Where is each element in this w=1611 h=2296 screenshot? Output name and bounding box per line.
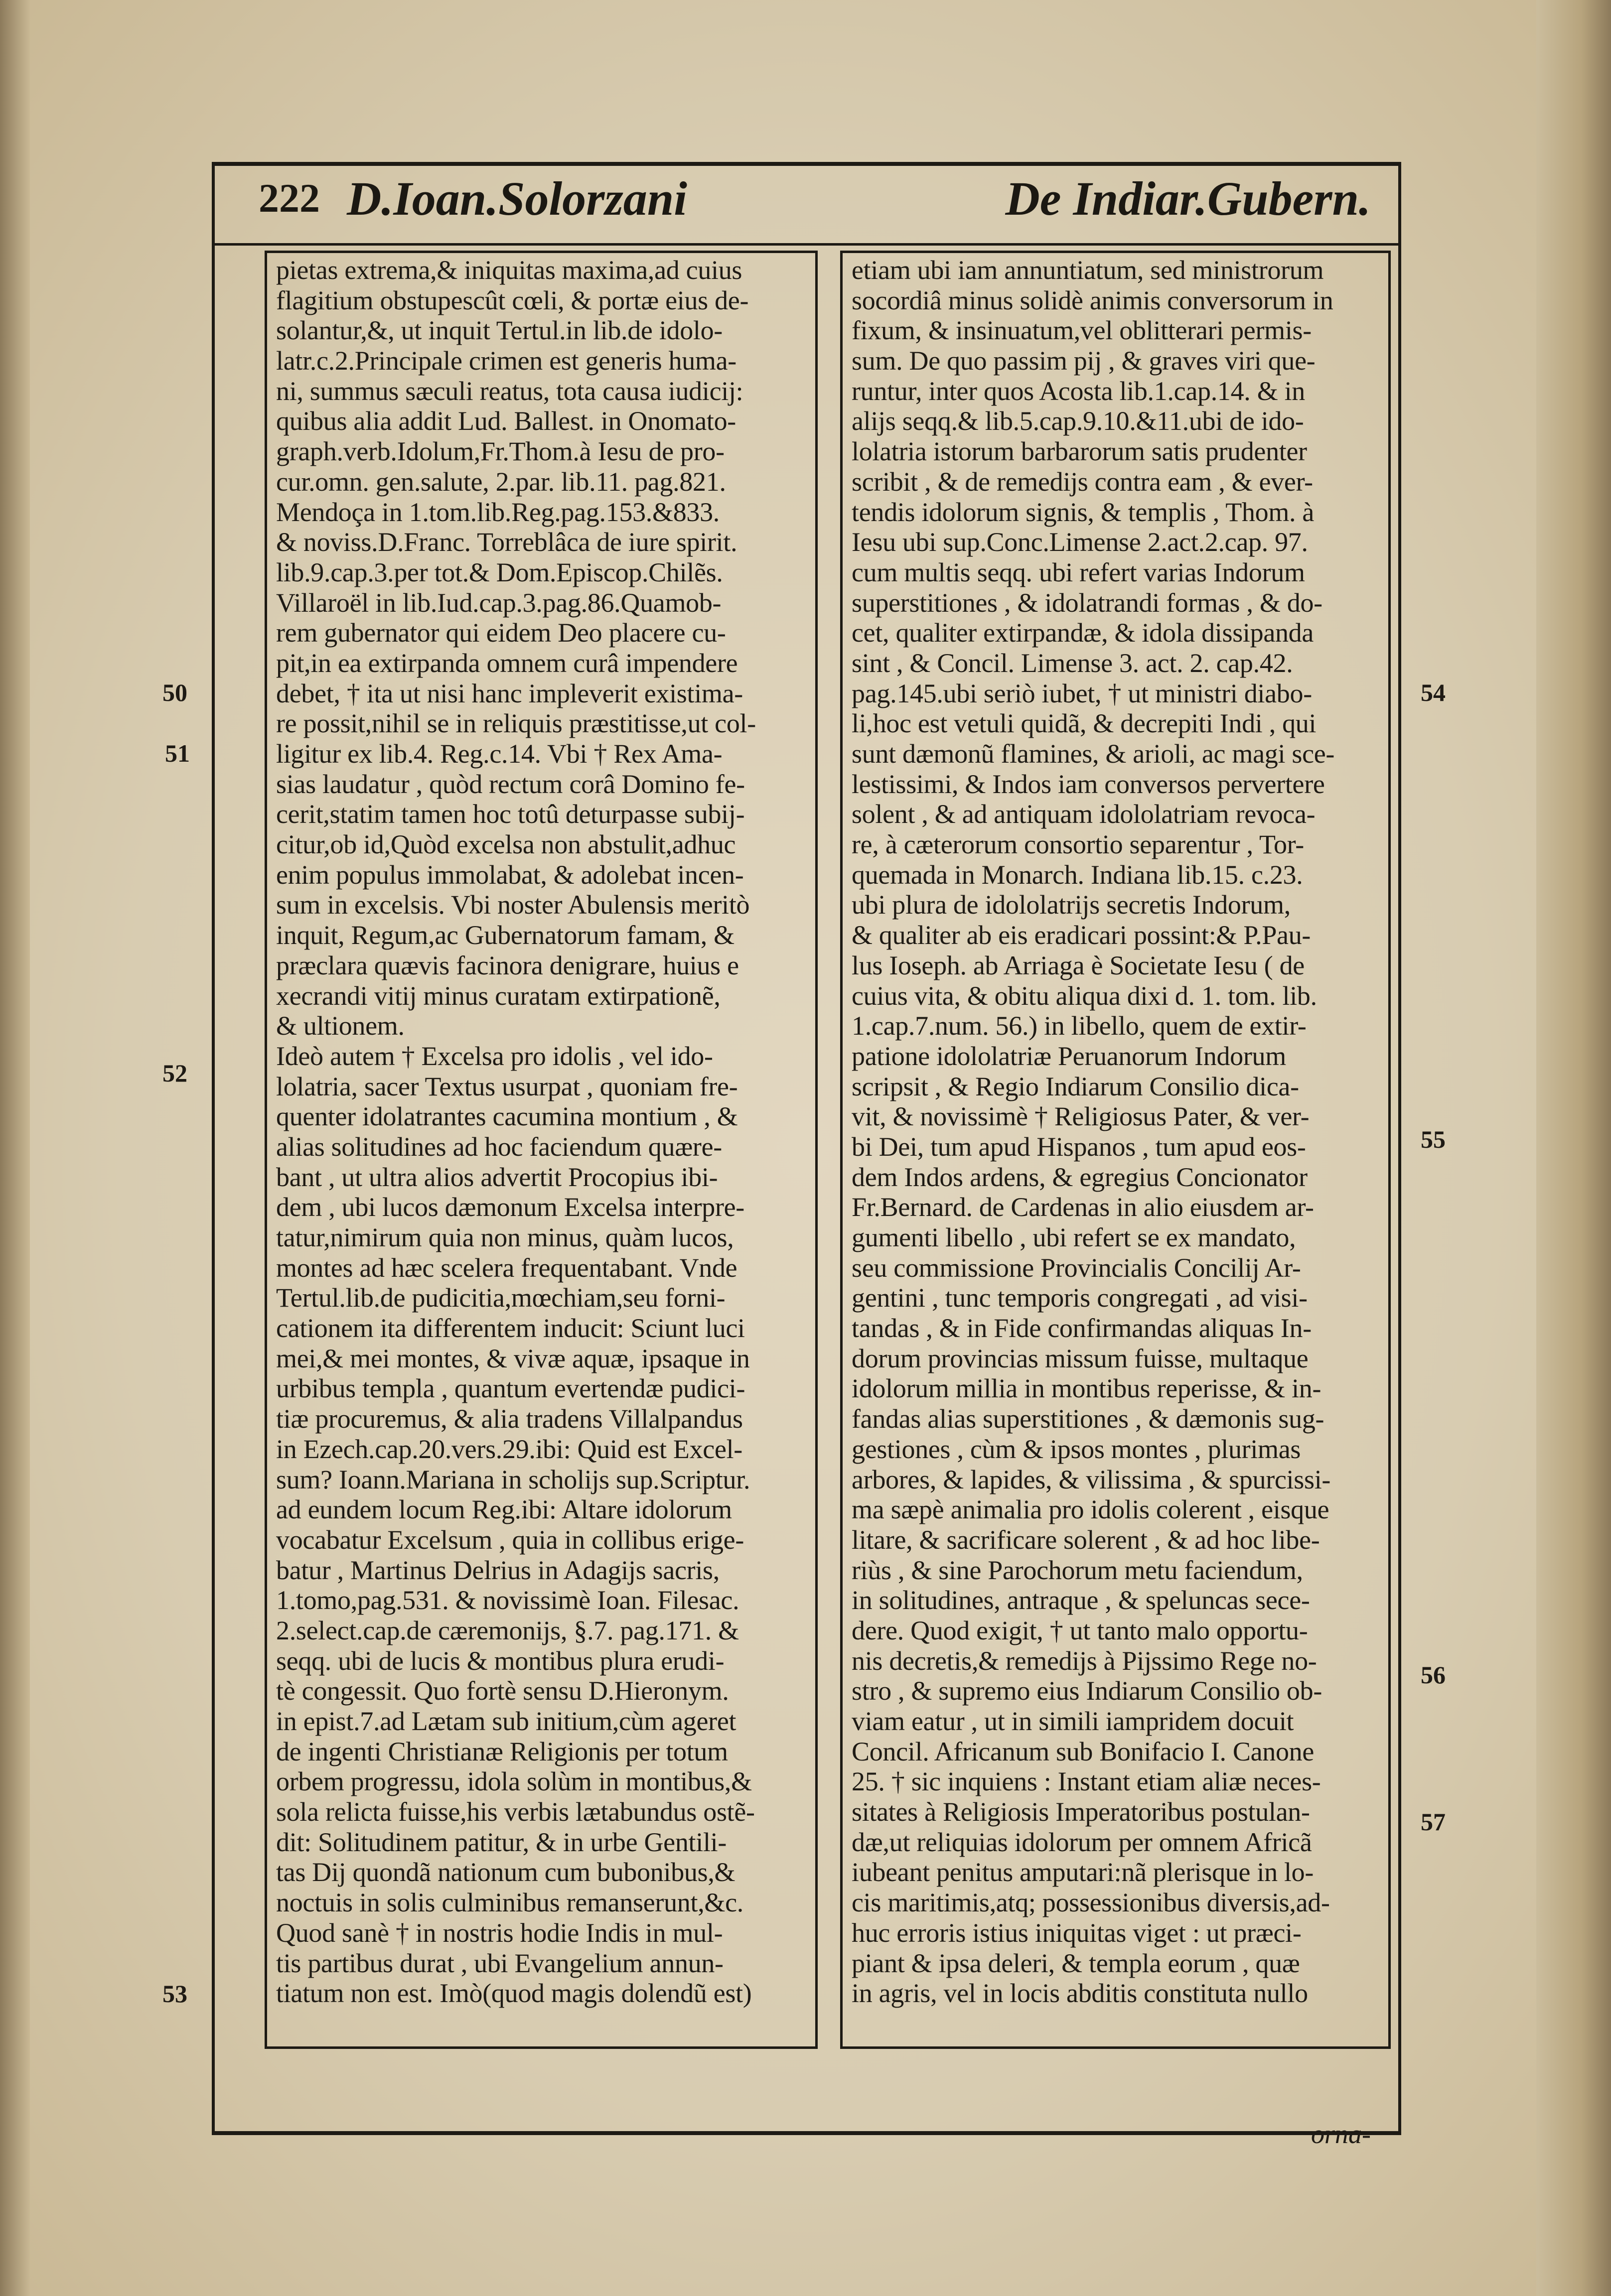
text-line: & qualiter ab eis eradicari possint:& P.Pau-	[852, 920, 1311, 950]
text-line: viam eatur , ut in simili iampridem docuit	[852, 1706, 1294, 1736]
text-line: pit,in ea extirpanda omnem curâ impendere	[276, 648, 738, 678]
text-line: piant & ipsa deleri, & templa eorum , quæ	[852, 1948, 1300, 1978]
text-line: alijs seqq.& lib.5.cap.9.10.&11.ubi de ido-	[852, 406, 1304, 436]
text-line: 1.tomo,pag.531. & novissimè Ioan. Filesac.	[276, 1585, 739, 1616]
text-line: cis maritimis,atq; possessionibus diversis,ad-	[852, 1888, 1330, 1918]
text-line: lestissimi, & Indos iam conversos pervertere	[852, 769, 1325, 799]
text-line: litare, & sacrificare solerent , & ad hoc libe-	[852, 1524, 1320, 1555]
text-line: alias solitudines ad hoc faciendum quære-	[276, 1131, 722, 1162]
text-line: sunt dæmonũ flamines, & arioli, ac magi sce-	[852, 739, 1335, 769]
text-line: urbibus templa , quantum evertendæ pudici-	[276, 1373, 745, 1404]
text-line: 25. † sic inquiens : Instant etiam aliæ neces-	[852, 1766, 1321, 1797]
catchword: orna-	[1311, 2119, 1371, 2149]
margin-number: 51	[165, 739, 190, 767]
text-line: tè congessit. Quo fortè sensu D.Hieronym.	[276, 1676, 729, 1706]
text-line: xecrandi vitij minus curatam extirpationẽ,	[276, 980, 721, 1011]
text-line: lolatria istorum barbarorum satis prudenter	[852, 436, 1307, 467]
text-line: cuius vita, & obitu aliqua dixi d. 1. tom. lib.	[852, 980, 1317, 1011]
text-line: ad eundem locum Reg.ibi: Altare idolorum	[276, 1494, 732, 1525]
text-line: sola relicta fuisse,his verbis lætabundus ostẽ-	[276, 1797, 755, 1827]
text-line: sum in excelsis. Vbi noster Abulensis meritò	[276, 890, 750, 920]
page-number: 222	[259, 175, 320, 221]
text-line: li,hoc est vetuli quidã, & decrepiti Indi , qui	[852, 708, 1317, 739]
text-line: Quod sanè † in nostris hodie Indis in mul-	[276, 1917, 723, 1948]
text-line: Concil. Africanum sub Bonifacio I. Canone	[852, 1736, 1315, 1766]
text-line: in epist.7.ad Lætam sub initium,cùm ageret	[276, 1706, 736, 1736]
margin-number: 56	[1421, 1661, 1446, 1689]
text-line: flagitium obstupescût cœli, & portæ eius de-	[276, 285, 749, 315]
text-line: dem Indos ardens, & egregius Concionator	[852, 1162, 1308, 1192]
text-line: noctuis in solis culminibus remanserunt,&c.	[276, 1888, 743, 1918]
text-line: dæ,ut reliquias idolorum per omnem Africã	[852, 1827, 1312, 1857]
text-line: & noviss.D.Franc. Torreblâca de iure spirit.	[276, 527, 737, 557]
text-line: Fr.Bernard. de Cardenas in alio eiusdem ar-	[852, 1192, 1314, 1222]
text-line: cet, qualiter extirpandæ, & idola dissipanda	[852, 618, 1314, 648]
text-line: cationem ita differentem inducit: Sciunt luci	[276, 1313, 745, 1344]
text-line: tas Dij quondã nationum cum bubonibus,&	[276, 1857, 735, 1888]
text-line: pag.145.ubi seriò iubet, † ut ministri diabo-	[852, 678, 1312, 708]
text-line: lus Ioseph. ab Arriaga è Societate Iesu ( de	[852, 950, 1305, 980]
text-line: tiatum non est. Imò(quod magis dolendũ est)	[276, 1978, 752, 2009]
text-line: seqq. ubi de lucis & montibus plura erudi-	[276, 1645, 725, 1676]
text-line: dit: Solitudinem patitur, & in urbe Gentili-	[276, 1827, 727, 1857]
text-line: cum multis seqq. ubi refert varias Indorum	[852, 557, 1305, 587]
text-line: tandas , & in Fide confirmandas aliquas In-	[852, 1313, 1312, 1344]
text-line: montes ad hæc scelera frequentabant. Vnde	[276, 1252, 737, 1283]
text-line: præclara quævis facinora denigrare, huius e	[276, 950, 739, 980]
text-line: iubeant penitus amputari:nã plerisque in lo-	[852, 1857, 1314, 1888]
text-line: enim populus immolabat, & adolebat incen-	[276, 859, 744, 890]
text-line: sint , & Concil. Limense 3. act. 2. cap.42.	[852, 648, 1293, 678]
text-line: nis decretis,& remedijs à Pijssimo Rege no-	[852, 1645, 1317, 1676]
text-line: sitates à Religiosis Imperatoribus postulan-	[852, 1797, 1310, 1827]
text-line: mei,& mei montes, & vivæ aquæ, ipsaque in	[276, 1343, 750, 1373]
text-line: batur , Martinus Delrius in Adagijs sacris,	[276, 1555, 720, 1585]
text-line: quibus alia addit Lud. Ballest. in Onomato-	[276, 406, 736, 436]
margin-number: 57	[1421, 1808, 1446, 1836]
text-line: & ultionem.	[276, 1011, 405, 1041]
margin-number: 50	[162, 678, 187, 706]
text-line: bi Dei, tum apud Hispanos , tum apud eos-	[852, 1131, 1306, 1162]
text-line: re, à cæterorum consortio separentur , Tor-	[852, 829, 1304, 860]
text-line: in Ezech.cap.20.vers.29.ibi: Quid est Excel-	[276, 1434, 742, 1464]
page-edge-right	[1536, 0, 1611, 2296]
text-line: sum. De quo passim pij , & graves viri que-	[852, 346, 1316, 376]
text-line: tatur,nimirum quia non minus, quàm lucos,	[276, 1222, 734, 1252]
text-line: lolatria, sacer Textus usurpat , quoniam fre-	[276, 1071, 738, 1101]
text-line: seu commissione Provincialis Concilij Ar-	[852, 1252, 1301, 1283]
text-line: Ideò autem † Excelsa pro idolis , vel ido-	[276, 1041, 713, 1071]
text-line: riùs , & sine Parochorum metu faciendum,	[852, 1555, 1303, 1585]
text-line: bant , ut ultra alios advertit Procopius ibi-	[276, 1162, 718, 1192]
text-line: de ingenti Christianæ Religionis per totum	[276, 1736, 728, 1766]
text-line: re possit,nihil se in reliquis præstitisse,ut col-	[276, 708, 756, 739]
text-line: debet, † ita ut nisi hanc impleverit existima-	[276, 678, 743, 708]
text-line: ubi plura de idololatrijs secretis Indorum,	[852, 890, 1291, 920]
text-line: tendis idolorum signis, & templis , Thom. à	[852, 497, 1315, 527]
text-line: pietas extrema,& iniquitas maxima,ad cuius	[276, 255, 742, 285]
text-line: in agris, vel in locis abditis constituta nullo	[852, 1978, 1308, 2009]
text-line: fandas alias superstitiones , & dæmonis sug-	[852, 1404, 1324, 1434]
text-line: huc erroris istius iniquitas viget : ut præci-	[852, 1917, 1302, 1948]
text-line: scripsit , & Regio Indiarum Consilio dica-	[852, 1071, 1299, 1101]
text-line: quenter idolatrantes cacumina montium , &	[276, 1101, 738, 1132]
text-line: arbores, & lapides, & vilissima , & spurcissi-	[852, 1464, 1331, 1494]
text-line: dem , ubi lucos dæmonum Excelsa interpre-	[276, 1192, 744, 1222]
text-line: patione idololatriæ Peruanorum Indorum	[852, 1041, 1286, 1071]
text-line: citur,ob id,Quòd excelsa non abstulit,adhuc	[276, 829, 736, 860]
text-line: ma sæpè animalia pro idolis colerent , eisque	[852, 1494, 1329, 1525]
text-line: socordiâ minus solidè animis conversorum in	[852, 285, 1333, 315]
text-line: dorum provincias missum fuisse, multaque	[852, 1343, 1309, 1373]
text-line: idolorum millia in montibus reperisse, & in-	[852, 1373, 1321, 1404]
text-line: Mendoça in 1.tom.lib.Reg.pag.153.&833.	[276, 497, 720, 527]
left-text-column	[265, 251, 818, 2049]
running-title-right: De Indiar.Gubern.	[1005, 172, 1371, 225]
text-line: orbem progressu, idola solùm in montibus,&	[276, 1766, 752, 1797]
text-line: scribit , & de remedijs contra eam , & ever-	[852, 466, 1313, 497]
text-line: tiæ procuremus, & alia tradens Villalpandus	[276, 1404, 743, 1434]
text-line: superstitiones , & idolatrandi formas , & do-	[852, 587, 1322, 618]
text-line: quemada in Monarch. Indiana lib.15. c.23.	[852, 859, 1303, 890]
text-line: tis partibus durat , ubi Evangelium annun-	[276, 1948, 724, 1978]
text-line: sias laudatur , quòd rectum corâ Domino fe-	[276, 769, 745, 799]
text-line: sum? Ioann.Mariana in scholijs sup.Scriptur.	[276, 1464, 750, 1494]
text-line: rem gubernator qui eidem Deo placere cu-	[276, 618, 726, 648]
text-line: solent , & ad antiquam idololatriam revoca-	[852, 799, 1316, 829]
text-line: stro , & supremo eius Indiarum Consilio ob-	[852, 1676, 1322, 1706]
margin-number: 54	[1421, 678, 1446, 706]
text-line: runtur, inter quos Acosta lib.1.cap.14. & in	[852, 376, 1305, 406]
text-line: cerit,statim tamen hoc totû deturpasse subij-	[276, 799, 745, 829]
text-line: ni, summus sæculi reatus, tota causa iudicij:	[276, 376, 743, 406]
margin-number: 55	[1421, 1125, 1446, 1153]
right-text-column	[840, 251, 1391, 2049]
text-line: Iesu ubi sup.Conc.Limense 2.act.2.cap. 97.	[852, 527, 1308, 557]
text-line: graph.verb.Idolum,Fr.Thom.à Iesu de pro-	[276, 436, 725, 467]
text-line: Villaroël in lib.Iud.cap.3.pag.86.Quamob-	[276, 587, 722, 618]
margin-number: 53	[162, 1980, 187, 2008]
header-rule	[215, 243, 1398, 246]
text-line: gestiones , cùm & ipsos montes , plurimas	[852, 1434, 1301, 1464]
text-line: gentini , tunc temporis congregati , ad visi-	[852, 1283, 1308, 1313]
text-line: vit, & novissimè † Religiosus Pater, & ver-	[852, 1101, 1310, 1132]
binding-gutter-left	[0, 0, 30, 2296]
text-line: latr.c.2.Principale crimen est generis huma-	[276, 346, 736, 376]
text-line: gumenti libello , ubi refert se ex mandato,	[852, 1222, 1296, 1252]
text-line: dere. Quod exigit, † ut tanto malo opportu-	[852, 1615, 1308, 1645]
text-line: 2.select.cap.de cæremonijs, §.7. pag.171. &	[276, 1615, 739, 1645]
text-line: lib.9.cap.3.per tot.& Dom.Episcop.Chilẽs.	[276, 557, 723, 587]
text-line: etiam ubi iam annuntiatum, sed ministrorum	[852, 255, 1324, 285]
text-line: inquit, Regum,ac Gubernatorum famam, &	[276, 920, 734, 950]
text-line: Tertul.lib.de pudicitia,mœchiam,seu forni-	[276, 1283, 726, 1313]
margin-number: 52	[162, 1059, 187, 1087]
text-line: cur.omn. gen.salute, 2.par. lib.11. pag.821.	[276, 466, 726, 497]
text-line: in solitudines, antraque , & speluncas sece-	[852, 1585, 1310, 1616]
text-line: solantur,&, ut inquit Tertul.in lib.de idolo-	[276, 315, 723, 346]
text-line: 1.cap.7.num. 56.) in libello, quem de extir-	[852, 1011, 1307, 1041]
running-title-left: D.Ioan.Solorzani	[347, 172, 687, 225]
text-line: ligitur ex lib.4. Reg.c.14. Vbi † Rex Ama-	[276, 739, 723, 769]
text-line: vocabatur Excelsum , quia in collibus erige-	[276, 1524, 744, 1555]
text-line: fixum, & insinuatum,vel oblitterari permis-	[852, 315, 1312, 346]
text-frame	[162, 162, 1446, 2149]
